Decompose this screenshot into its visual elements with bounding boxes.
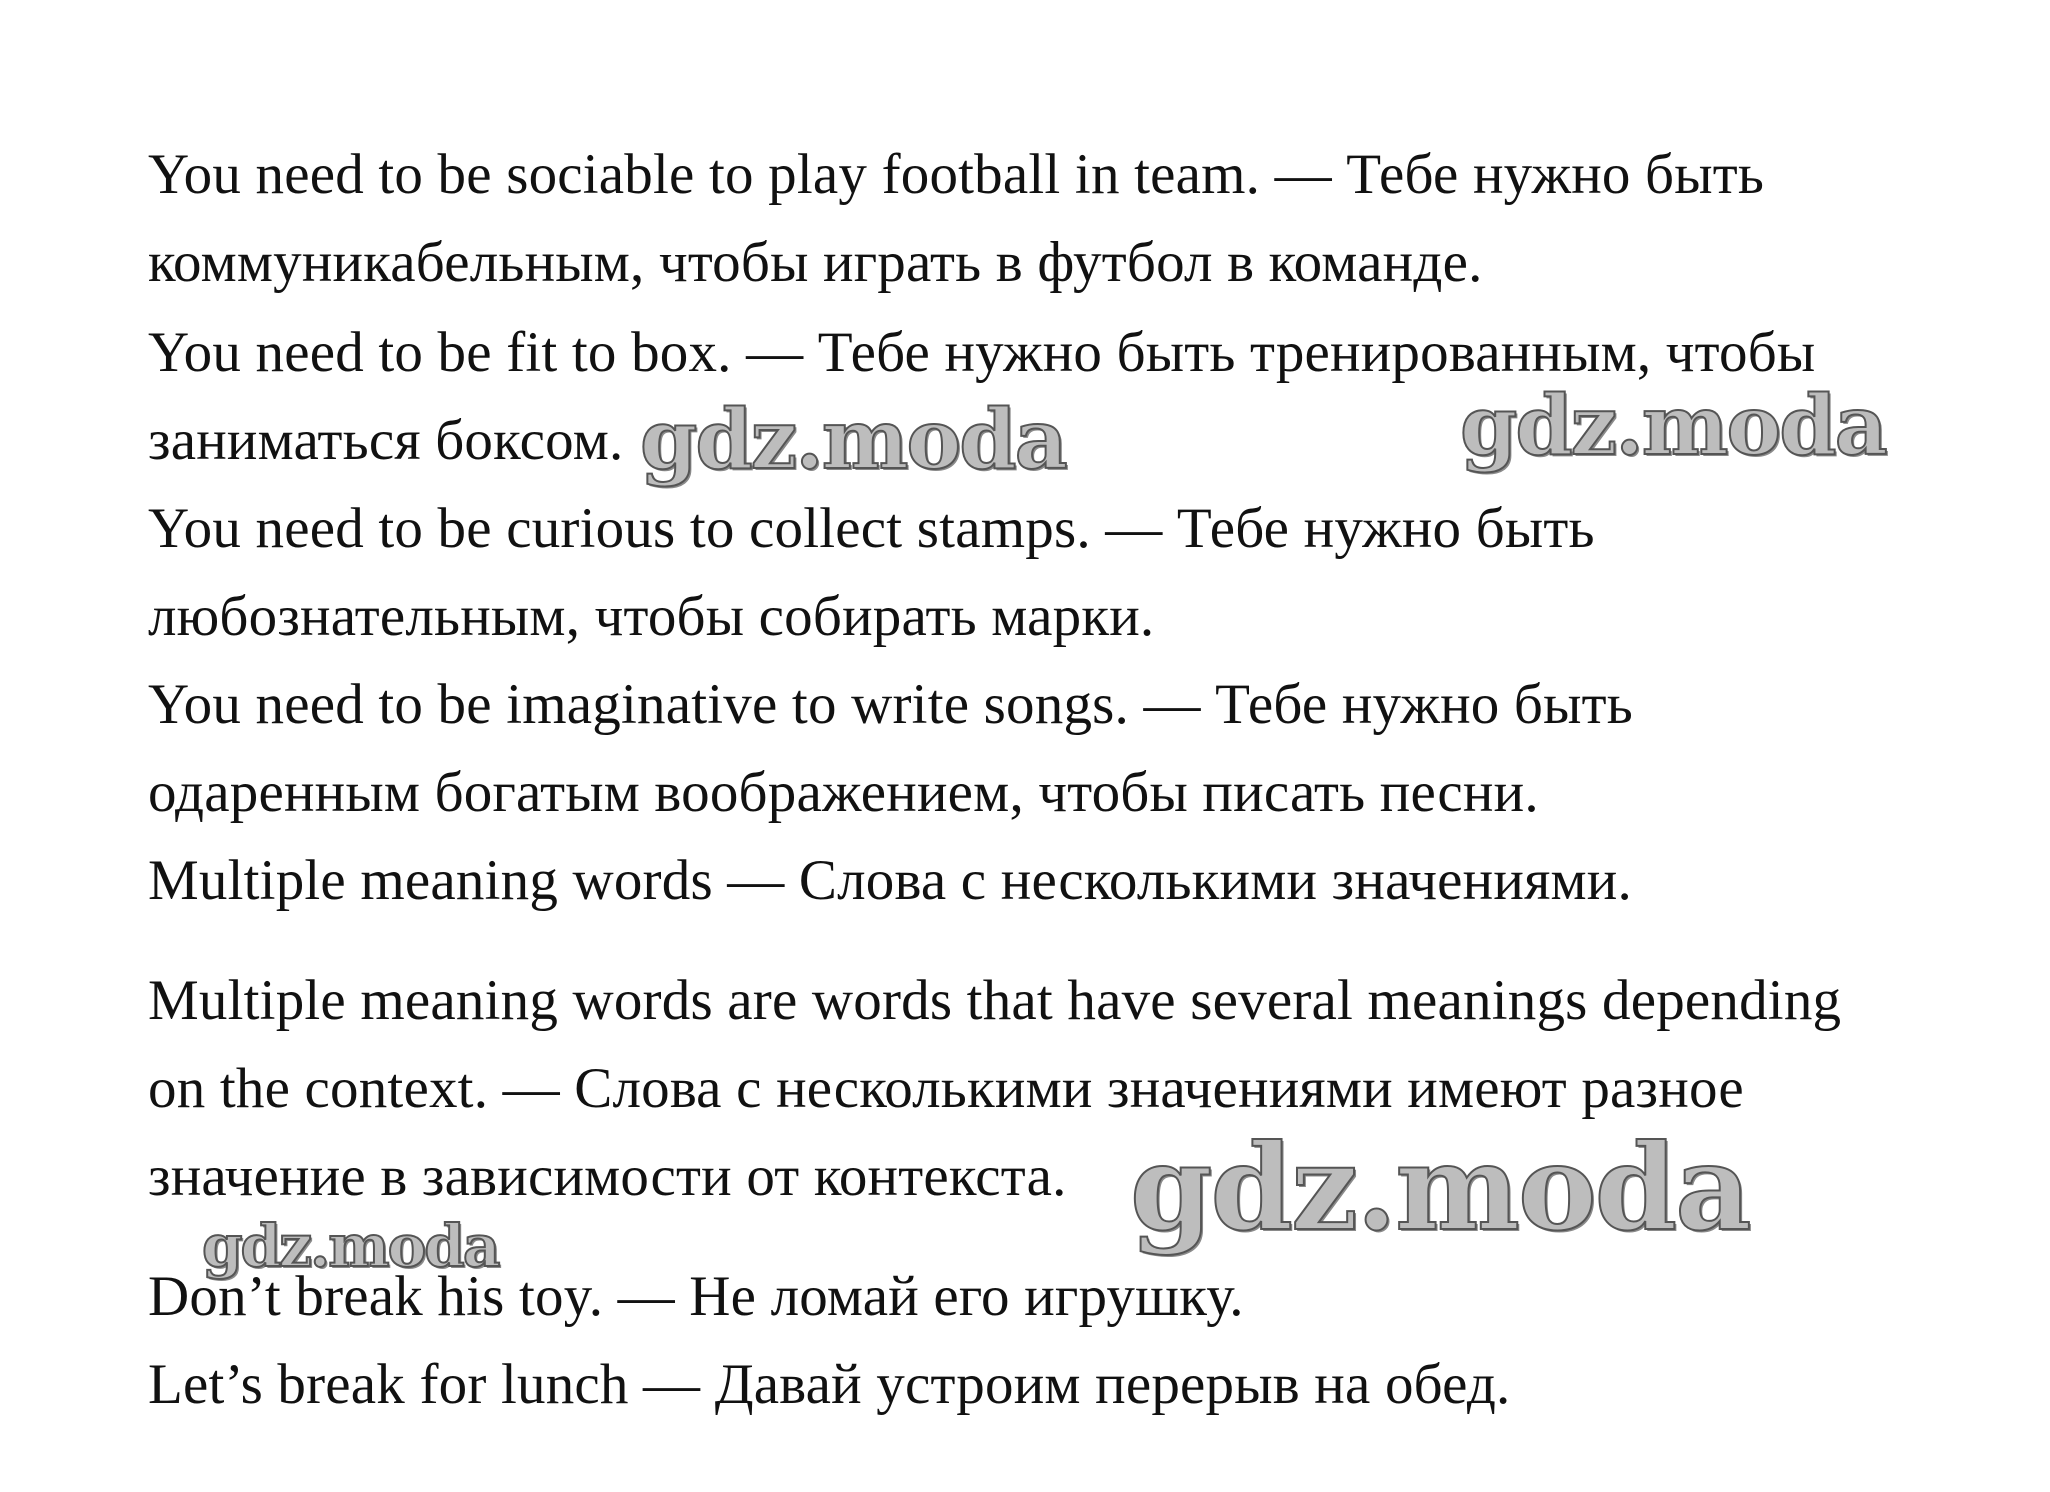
text-line-9: Multiple meaning words — Слова с несколькими значениями. (148, 849, 1632, 912)
text-line-6: любознательным, чтобы собирать марки. (148, 585, 1155, 648)
text-line-5: You need to be curious to collect stamps. — Тебе нужно быть (148, 497, 1595, 560)
text-line-3: You need to be fit to box. — Тебе нужно быть тренированным, чтобы (148, 321, 1816, 384)
text-line-1: You need to be sociable to play football in team. — Тебе нужно быть (148, 143, 1765, 206)
text-line-14: Let’s break for lunch — Давай устроим перерыв на обед. (148, 1353, 1511, 1416)
text-line-12: значение в зависимости от контекста. (148, 1145, 1067, 1208)
text-line-4: заниматься боксом. (148, 409, 624, 472)
text-line-8: одаренным богатым воображением, чтобы писать песни. (148, 761, 1539, 824)
text-line-11: on the context. — Слова с несколькими значениями имеют разное (148, 1057, 1744, 1120)
watermark: gdz.moda (1460, 378, 1886, 474)
watermark: gdz.moda (640, 392, 1066, 488)
text-line-2: коммуникабельным, чтобы играть в футбол в команде. (148, 231, 1483, 294)
text-line-7: You need to be imaginative to write songs. — Тебе нужно быть (148, 673, 1633, 736)
text-line-13: Don’t break his toy. — Не ломай его игрушку. (148, 1265, 1244, 1328)
text-line-10: Multiple meaning words are words that have several meanings depending (148, 969, 1842, 1032)
watermark: gdz.moda (1130, 1118, 1750, 1257)
watermark: gdz.moda (202, 1212, 499, 1280)
